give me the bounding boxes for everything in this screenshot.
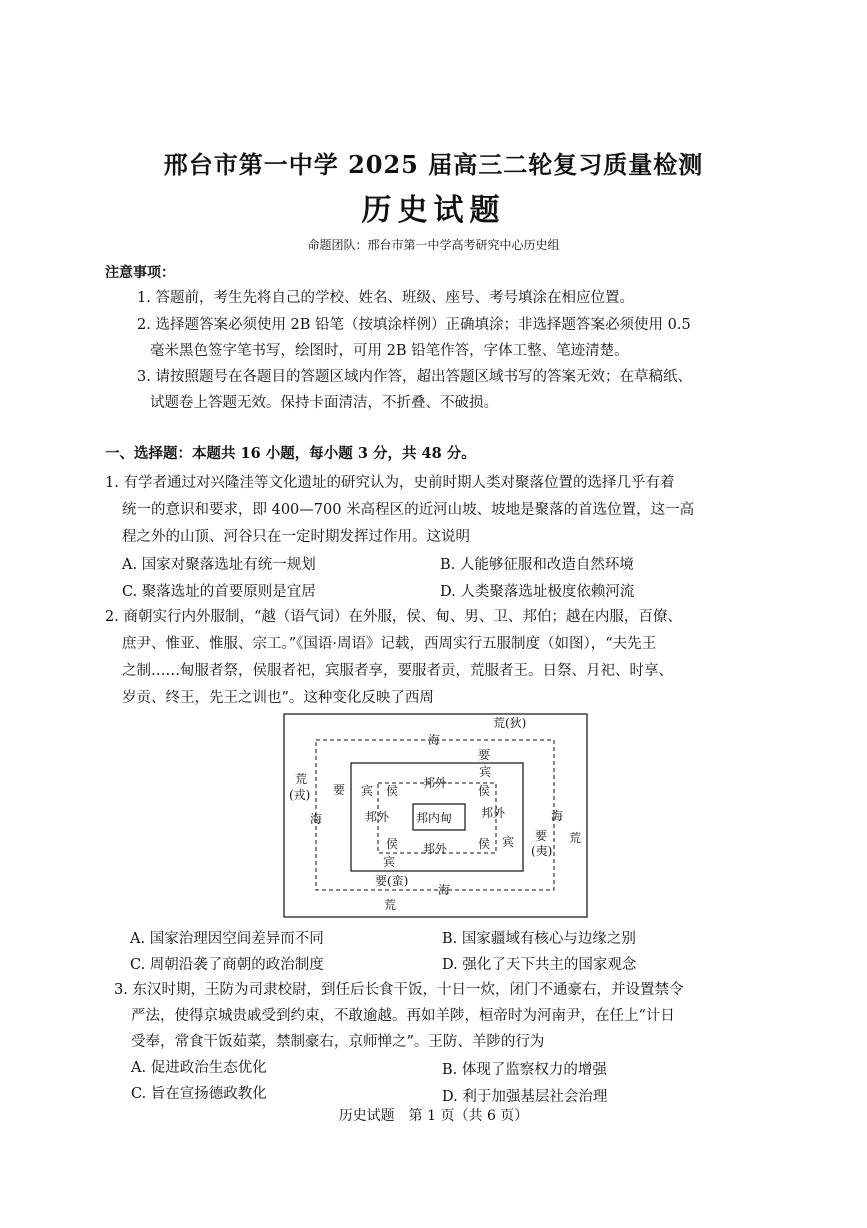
label: 邦外 xyxy=(365,810,390,824)
question-3-text: 3. 东汉时期，王防为司隶校尉，到任后长食干饭，十日一炊，闭门不通豪右，并设置禁令 xyxy=(114,982,684,998)
label: 要 xyxy=(333,783,346,797)
question-2-text: 庶尹、惟亚、惟服、宗工。”《国语·周语》记载，西周实行五服制度（如图），“夫先王 xyxy=(122,636,657,652)
option-b: B. 人能够征服和改造自然环境 xyxy=(440,557,634,573)
option-c: C. 周朝沿袭了商朝的政治制度 xyxy=(130,957,324,973)
question-2-text: 岁贡、终王，先王之训也”。这种变化反映了西周 xyxy=(122,690,434,706)
label: 要 xyxy=(535,829,548,843)
label: 要 xyxy=(478,748,491,762)
label: 荒 xyxy=(384,898,397,912)
option-d: D. 利于加强基层社会治理 xyxy=(442,1089,608,1105)
center-label: 邦内甸 xyxy=(416,811,453,825)
section-heading: 一、选择题：本题共 16 小题，每小题 3 分，共 48 分。 xyxy=(105,445,476,462)
label: 侯 xyxy=(478,784,491,798)
notice-title: 注意事项： xyxy=(105,265,175,281)
option-a: A. 国家对聚落选址有统一规划 xyxy=(122,557,316,573)
option-a: A. 国家治理因空间差异而不同 xyxy=(130,931,324,947)
subject-title: 历史试题 xyxy=(361,193,506,228)
notice-line: 试题卷上答题无效。保持卡面清洁，不折叠、不破损。 xyxy=(150,395,498,411)
label: 荒 xyxy=(569,831,582,845)
label: 宾 xyxy=(383,855,396,869)
label: 邦外 xyxy=(423,776,448,790)
notice-line: 3. 请按照题号在各题目的答题区域内作答，超出答题区域书写的答案无效；在草稿纸、 xyxy=(137,369,692,385)
label: 宾 xyxy=(361,784,374,798)
notice-line: 毫米黑色签字笔书写，绘图时，可用 2B 铅笔作答，字体工整、笔迹清楚。 xyxy=(150,343,629,359)
label: 荒(狄) xyxy=(493,716,527,730)
label: 海 xyxy=(428,733,441,747)
page-footer: 历史试题 第 1 页（共 6 页） xyxy=(338,1108,529,1124)
question-3-text: 严法，使得京城贵戚受到约束，不敢逾越。再如羊陟，桓帝时为河南尹，在任上“计日 xyxy=(131,1008,675,1024)
notice-line: 1. 答题前，考生先将自己的学校、姓名、班级、座号、考号填涂在相应位置。 xyxy=(137,290,634,306)
option-b: B. 体现了监察权力的增强 xyxy=(442,1062,607,1078)
label: (夷) xyxy=(531,844,553,858)
option-c: C. 聚落选址的首要原则是宜居 xyxy=(122,584,316,600)
option-a: A. 促进政治生态优化 xyxy=(131,1060,267,1076)
question-2-text: 2. 商朝实行内外服制，“越（语气词）在外服，侯、甸、男、卫、邦伯；越在内服，百僚、 xyxy=(105,609,682,625)
label: 宾 xyxy=(479,765,492,779)
label: 侯 xyxy=(386,784,399,798)
label: 海 xyxy=(310,812,323,826)
label: 侯 xyxy=(478,837,491,851)
label: 邦外 xyxy=(481,806,506,820)
option-b: B. 国家疆域有核心与边缘之别 xyxy=(442,931,636,947)
five-fu-diagram xyxy=(283,713,588,918)
label: 宾 xyxy=(502,835,515,849)
question-2-text: 之制……甸服者祭，侯服者祀，宾服者享，要服者贡，荒服者王。日祭、月祀、时享、 xyxy=(122,663,673,679)
label: (戎) xyxy=(289,788,311,802)
option-d: D. 人类聚落选址极度依赖河流 xyxy=(440,584,635,600)
author-team: 命题团队：邢台市第一中学高考研究中心历史组 xyxy=(307,238,560,252)
label: 海 xyxy=(551,809,564,823)
label: 侯 xyxy=(386,837,399,851)
question-3-text: 受奉，常食干饭茹菜，禁制豪右，京师惮之”。王防、羊陟的行为 xyxy=(131,1034,545,1050)
exam-title: 邢台市第一中学 2025 届高三二轮复习质量检测 xyxy=(163,150,704,179)
question-1-text: 程之外的山顶、河谷只在一定时期发挥过作用。这说明 xyxy=(122,529,470,545)
label: 荒 xyxy=(295,772,308,786)
option-d: D. 强化了天下共主的国家观念 xyxy=(442,957,637,973)
notice-line: 2. 选择题答案必须使用 2B 铅笔（按填涂样例）正确填涂；非选择题答案必须使用 0.5 xyxy=(137,317,691,333)
label: 要(蛮) xyxy=(375,874,409,888)
option-c: C. 旨在宣扬德政教化 xyxy=(131,1086,267,1102)
question-1-text: 统一的意识和要求，即 400—700 米高程区的近河山坡、坡地是聚落的首选位置，这一高 xyxy=(122,502,695,518)
label: 邦外 xyxy=(423,842,448,856)
label: 海 xyxy=(438,883,451,897)
question-1-text: 1. 有学者通过对兴隆洼等文化遗址的研究认为，史前时期人类对聚落位置的选择几乎有着 xyxy=(105,475,675,491)
